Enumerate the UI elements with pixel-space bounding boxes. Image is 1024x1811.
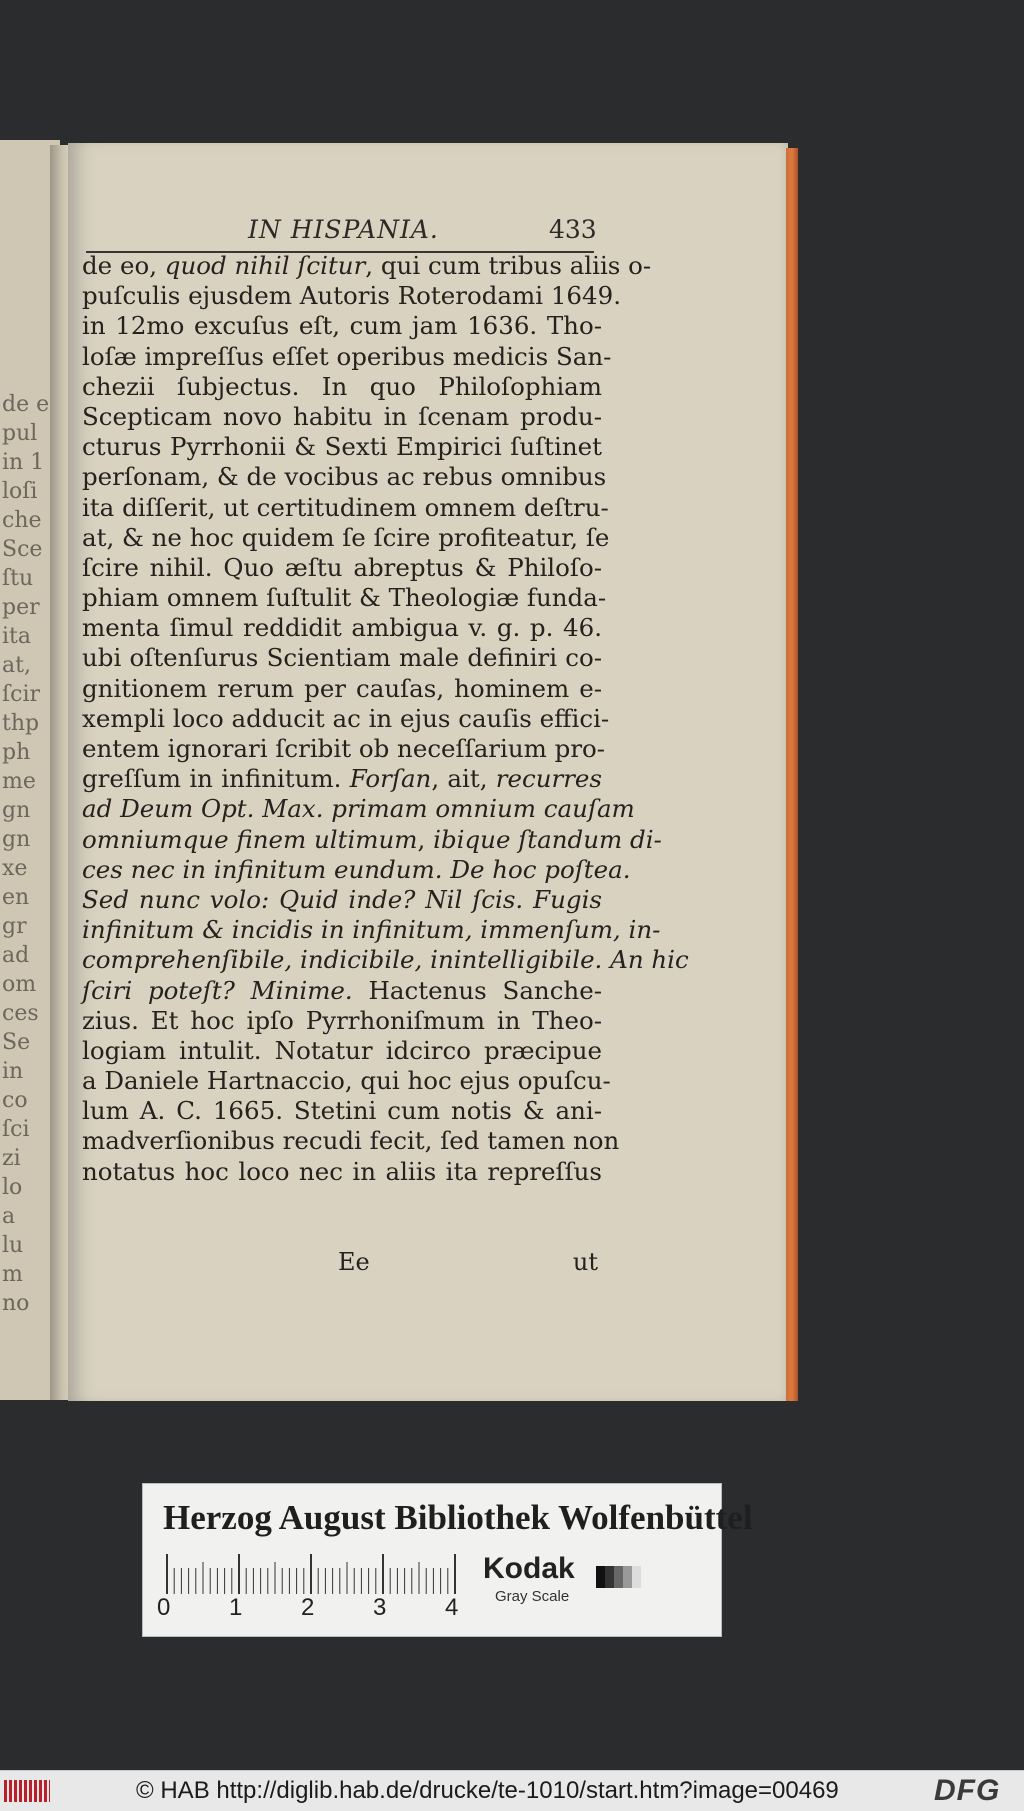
text-line bbox=[82, 1006, 602, 1036]
fragment-line: ces bbox=[2, 1001, 39, 1026]
text-line bbox=[82, 915, 661, 945]
fragment-line: ita bbox=[2, 624, 31, 649]
italic-text: ibique ſtandum di- bbox=[433, 824, 662, 854]
roman-text: , qui cum tribus aliis o- bbox=[365, 251, 652, 280]
roman-text: lum A. C. 1665. Stetini cum notis & ani- bbox=[82, 1096, 602, 1126]
roman-text: menta ſimul reddidit ambigua v. g. p. 46. bbox=[82, 613, 602, 643]
book-page bbox=[68, 143, 788, 1401]
kodak-logo: Kodak bbox=[483, 1552, 575, 1585]
roman-text: ita diſſerit, ut certitudinem omnem deſtru- bbox=[82, 492, 609, 522]
roman-text: cturus Pyrrhonii & Sexti Empirici ſuſtinet bbox=[82, 432, 602, 462]
ruler-number: 2 bbox=[301, 1594, 315, 1621]
catchword: ut bbox=[572, 1248, 598, 1276]
fragment-line: gn bbox=[2, 827, 31, 852]
fragment-line: gr bbox=[2, 914, 27, 939]
fragment-line: ad bbox=[2, 943, 30, 968]
fragment-line: m bbox=[2, 1262, 23, 1287]
italic-text: Forſan bbox=[349, 764, 432, 794]
text-line bbox=[82, 976, 602, 1006]
text-line bbox=[82, 613, 602, 643]
hab-logo-icon bbox=[4, 1780, 50, 1802]
roman-text: at, & ne hoc quidem ſe ſcire profiteatur, ſe bbox=[82, 522, 610, 552]
text-line bbox=[82, 734, 606, 764]
text-line bbox=[82, 251, 652, 281]
text-line bbox=[82, 492, 609, 523]
italic-text: ſciri poteſt? Minime. bbox=[82, 975, 353, 1005]
roman-text: , bbox=[417, 824, 434, 854]
color-calibration-chart bbox=[142, 1483, 753, 1637]
roman-text: ubi oſtenſurus Scientiam male definiri co- bbox=[82, 643, 602, 673]
fragment-line: per bbox=[2, 595, 40, 620]
text-line bbox=[82, 432, 602, 462]
fragment-line: pul bbox=[2, 421, 38, 446]
gray-scale-patch bbox=[596, 1566, 641, 1588]
ruler-number: 3 bbox=[373, 1594, 387, 1621]
catchword-line bbox=[338, 1248, 598, 1276]
roman-text: a Daniele Hartnaccio, qui hoc ejus opuſcu- bbox=[82, 1066, 611, 1096]
fragment-line: Sce bbox=[2, 537, 43, 562]
running-title: IN HISPANIA. bbox=[248, 215, 439, 244]
text-line bbox=[82, 945, 689, 975]
roman-text: greſſum in infinitum. bbox=[82, 764, 350, 794]
text-line bbox=[82, 674, 602, 704]
roman-text: madverſionibus recudi fecit, ſed tamen non bbox=[82, 1126, 620, 1156]
gray-scale-label: Gray Scale bbox=[495, 1588, 570, 1605]
ruler-number: 1 bbox=[229, 1594, 243, 1621]
page-number: 433 bbox=[549, 215, 597, 244]
fragment-line: om bbox=[2, 972, 37, 997]
italic-text: quod nihil ſcitur bbox=[164, 251, 366, 280]
signature-mark: Ee bbox=[338, 1248, 370, 1276]
text-line bbox=[82, 341, 612, 372]
fragment-line: ſci bbox=[2, 1117, 30, 1142]
roman-text: ſcire nihil. Quo æſtu abreptus & Philoſo- bbox=[82, 552, 602, 582]
fragment-line: xe bbox=[2, 856, 28, 881]
roman-text: gnitionem rerum per cauſas, hominem e- bbox=[82, 673, 602, 703]
text-line bbox=[82, 1157, 602, 1187]
dfg-logo: DFG bbox=[934, 1774, 1001, 1807]
fragment-line: co bbox=[2, 1088, 28, 1113]
footer-url[interactable]: © HAB http://diglib.hab.de/drucke/te-1010/start.htm?image=00469 bbox=[136, 1777, 839, 1804]
fragment-line: in bbox=[2, 1059, 24, 1084]
text-line bbox=[82, 1066, 611, 1096]
fragment-line: lo bbox=[2, 1175, 23, 1200]
italic-text: De hoc poſtea. bbox=[450, 854, 631, 884]
roman-text: Hactenus Sanche- bbox=[352, 975, 602, 1005]
italic-text: ces nec in infinitum eundum. bbox=[82, 854, 443, 884]
text-line bbox=[82, 402, 602, 432]
text-line bbox=[82, 462, 607, 492]
fragment-line: no bbox=[2, 1291, 30, 1316]
roman-text: entem ignorari ſcribit ob neceſſarium pro- bbox=[82, 734, 606, 763]
roman-text: , ait, bbox=[431, 764, 496, 794]
fragment-line: in 1 bbox=[2, 450, 45, 475]
roman-text: Scepticam novo habitu in ſcenam produ- bbox=[82, 401, 602, 431]
fragment-line: zi bbox=[2, 1146, 21, 1171]
page-fore-edge bbox=[786, 148, 798, 1401]
text-line bbox=[82, 583, 607, 613]
fragment-line: ſtu bbox=[2, 566, 34, 591]
body-text bbox=[82, 251, 689, 1187]
roman-text: logiam intulit. Notatur idcirco præcipue bbox=[82, 1035, 602, 1065]
book-gutter bbox=[50, 145, 70, 1400]
text-line bbox=[82, 311, 602, 341]
text-line bbox=[82, 281, 621, 311]
roman-text: notatus hoc loco nec in aliis ita repreſſus bbox=[82, 1156, 602, 1186]
text-line bbox=[82, 1096, 602, 1126]
fragment-line: ph bbox=[2, 740, 31, 765]
roman-text: zius. Et hoc ipſo Pyrrhoniſmum in Theo- bbox=[82, 1005, 602, 1035]
text-line bbox=[82, 1036, 602, 1066]
text-line bbox=[82, 764, 602, 794]
fragment-line: ſcir bbox=[2, 682, 41, 707]
italic-text: Sed nunc volo: Quid inde? Nil ſcis. Fugis bbox=[82, 884, 602, 914]
ruler-number: 4 bbox=[445, 1594, 459, 1621]
text-line bbox=[82, 854, 631, 885]
text-line bbox=[82, 824, 662, 855]
fragment-line: a bbox=[2, 1204, 16, 1229]
italic-text: recurres bbox=[495, 764, 602, 794]
fragment-line: loſi bbox=[2, 479, 38, 504]
italic-text: omniumque finem ultimum bbox=[82, 824, 418, 854]
italic-text: infinitum & incidis in infinitum, immenſum, in- bbox=[82, 915, 661, 945]
text-line bbox=[82, 885, 602, 915]
footer-bar bbox=[0, 1770, 1024, 1811]
text-line bbox=[82, 703, 610, 734]
text-line bbox=[82, 1126, 620, 1156]
previous-page-fragments bbox=[2, 390, 48, 1318]
text-line bbox=[82, 553, 602, 583]
fragment-line: me bbox=[2, 769, 36, 794]
text-line bbox=[82, 372, 602, 402]
roman-text: in 12mo excuſus eſt, cum jam 1636. Tho- bbox=[82, 311, 602, 341]
text-line bbox=[82, 794, 635, 824]
ruler-scale bbox=[161, 1554, 461, 1596]
roman-text: de eo, bbox=[82, 251, 165, 280]
ruler-number: 0 bbox=[157, 1594, 171, 1621]
italic-text: ad Deum Opt. Max. primam omnium cauſam bbox=[82, 794, 635, 824]
fragment-line: de e bbox=[2, 392, 50, 417]
fragment-line: en bbox=[2, 885, 30, 910]
fragment-line: at, bbox=[2, 653, 31, 678]
fragment-line: che bbox=[2, 508, 42, 533]
text-line bbox=[82, 643, 602, 673]
italic-text: comprehenſibile, indicibile, inintelligibile. An hic bbox=[82, 945, 689, 975]
fragment-line: lu bbox=[2, 1233, 24, 1258]
roman-text: loſæ impreſſus eſſet operibus medicis San- bbox=[82, 341, 612, 371]
roman-text: perſonam, & de vocibus ac rebus omnibus bbox=[82, 462, 607, 492]
fragment-line: thp bbox=[2, 711, 40, 736]
fragment-line: gn bbox=[2, 798, 31, 823]
text-line bbox=[82, 522, 610, 553]
roman-text: chezii ſubjectus. In quo Philoſophiam bbox=[82, 371, 602, 401]
roman-text: puſculis ejusdem Autoris Roterodami 1649. bbox=[82, 281, 621, 311]
roman-text: phiam omnem ſuſtulit & Theologiæ funda- bbox=[82, 583, 607, 613]
fragment-line: Se bbox=[2, 1030, 31, 1055]
roman-text: xempli loco adducit ac in ejus cauſis effici- bbox=[82, 703, 610, 733]
library-name: Herzog August Bibliothek Wolfenbüttel bbox=[163, 1498, 753, 1537]
